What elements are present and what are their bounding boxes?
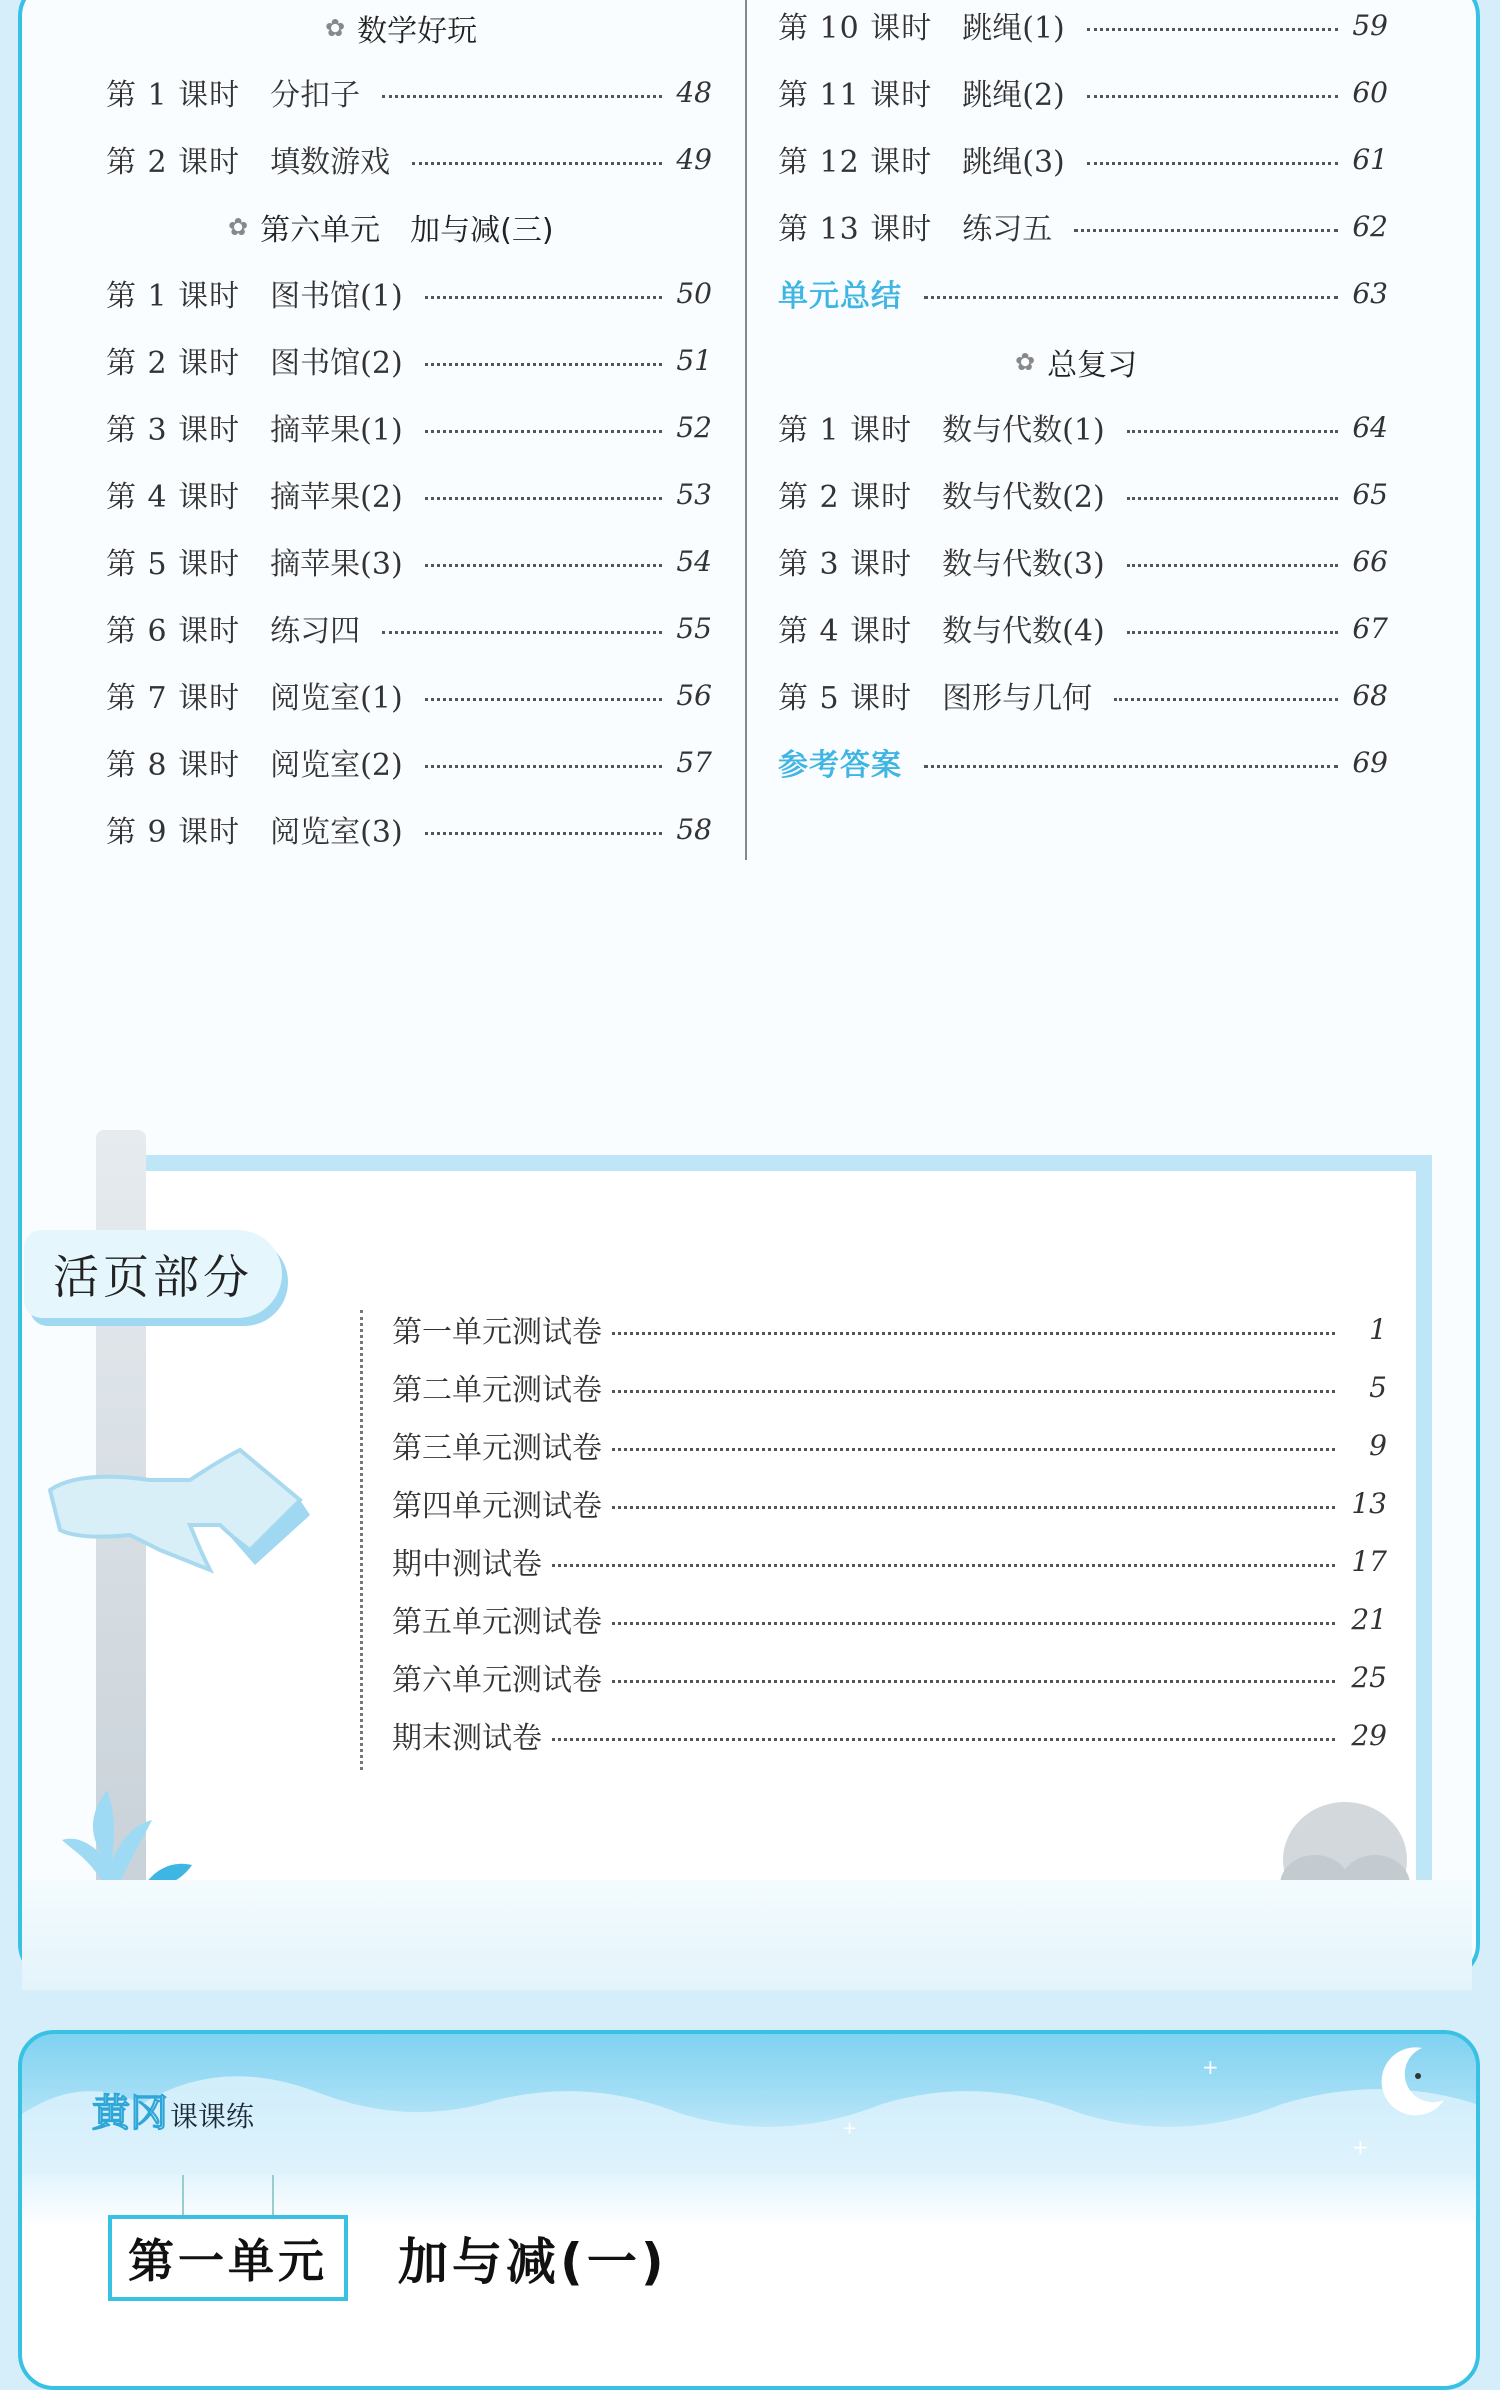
page-number: 55 bbox=[676, 611, 712, 645]
lesson-number: 第 4 课时 bbox=[778, 614, 913, 649]
lesson-number: 第 10 课时 bbox=[778, 11, 933, 46]
page-number: 68 bbox=[1352, 678, 1388, 712]
unit-label-box: 第一单元 bbox=[108, 2215, 348, 2301]
dot-leader bbox=[612, 1680, 1335, 1683]
toc-row[interactable] bbox=[778, 72, 1388, 112]
gear-icon: ✿ bbox=[228, 213, 249, 241]
lesson-number: 第 6 课时 bbox=[106, 614, 241, 649]
list-item[interactable] bbox=[392, 1307, 1387, 1351]
unit-summary-label: 单元总结 bbox=[778, 279, 902, 314]
lesson-number: 第 1 课时 bbox=[778, 413, 913, 448]
toc-row[interactable] bbox=[106, 340, 712, 380]
lesson-number: 第 4 课时 bbox=[106, 480, 241, 515]
lesson-number: 第 1 课时 bbox=[106, 279, 241, 314]
dot-leader bbox=[382, 631, 662, 634]
ground bbox=[22, 1880, 1472, 1990]
lesson-number: 第 7 课时 bbox=[106, 681, 241, 716]
section-title: 总复习 bbox=[1047, 348, 1138, 383]
toc-row[interactable] bbox=[106, 541, 712, 581]
page-number: 65 bbox=[1352, 477, 1388, 511]
dot-leader bbox=[425, 765, 662, 768]
toc-row[interactable] bbox=[106, 809, 712, 849]
list-item[interactable] bbox=[392, 1423, 1387, 1467]
toc-row[interactable] bbox=[106, 474, 712, 514]
page-number: 67 bbox=[1352, 611, 1388, 645]
lesson-title: 跳绳(2) bbox=[962, 78, 1065, 113]
page-number: 5 bbox=[1369, 1370, 1387, 1404]
dot-leader bbox=[552, 1738, 1335, 1741]
unit-summary-row[interactable] bbox=[778, 273, 1388, 313]
toc-row[interactable] bbox=[778, 206, 1388, 246]
dot-leader bbox=[425, 430, 662, 433]
page-number: 52 bbox=[676, 410, 712, 444]
lesson-number: 第 8 课时 bbox=[106, 748, 241, 783]
column-divider bbox=[745, 0, 747, 860]
toc-row[interactable] bbox=[106, 72, 712, 112]
page-number: 13 bbox=[1351, 1486, 1387, 1520]
toc-row[interactable] bbox=[106, 407, 712, 447]
lesson-title: 图书馆(2) bbox=[270, 346, 403, 381]
page-number: 58 bbox=[676, 812, 712, 846]
dot-leader bbox=[552, 1564, 1335, 1567]
dot-leader bbox=[1087, 28, 1338, 31]
toc-row[interactable] bbox=[778, 5, 1388, 45]
page-number: 61 bbox=[1352, 142, 1388, 176]
page-number: 60 bbox=[1352, 75, 1388, 109]
list-item[interactable] bbox=[392, 1713, 1387, 1757]
dot-leader bbox=[1074, 229, 1338, 232]
page-number: 64 bbox=[1352, 410, 1388, 444]
moon-icon bbox=[1372, 2040, 1452, 2120]
section-title: 数学好玩 bbox=[357, 14, 478, 49]
arrow-sign-icon bbox=[40, 1440, 340, 1590]
lesson-number: 第 9 课时 bbox=[106, 815, 241, 850]
lesson-title: 数与代数(4) bbox=[942, 614, 1105, 649]
answers-label: 参考答案 bbox=[778, 748, 902, 783]
gear-icon: ✿ bbox=[1015, 348, 1036, 376]
dot-leader bbox=[612, 1390, 1335, 1393]
dot-leader bbox=[425, 698, 662, 701]
lesson-title: 数与代数(3) bbox=[942, 547, 1105, 582]
toc-row[interactable] bbox=[778, 407, 1388, 447]
dot-leader bbox=[412, 162, 662, 165]
page-number: 49 bbox=[676, 142, 712, 176]
answers-row[interactable] bbox=[778, 742, 1388, 782]
section-review bbox=[1015, 340, 1137, 384]
page-number: 59 bbox=[1352, 8, 1388, 42]
page-number: 53 bbox=[676, 477, 712, 511]
page-number: 66 bbox=[1352, 544, 1388, 578]
test-title: 第三单元测试卷 bbox=[392, 1431, 602, 1466]
page-number: 69 bbox=[1352, 745, 1388, 779]
toc-row[interactable] bbox=[106, 139, 712, 179]
toc-row[interactable] bbox=[778, 608, 1388, 648]
list-item[interactable] bbox=[392, 1481, 1387, 1525]
lesson-title: 跳绳(1) bbox=[962, 11, 1065, 46]
section-unit6 bbox=[228, 205, 554, 249]
page-number: 9 bbox=[1369, 1428, 1387, 1462]
dot-leader bbox=[382, 95, 662, 98]
list-item[interactable] bbox=[392, 1365, 1387, 1409]
test-title: 第四单元测试卷 bbox=[392, 1489, 602, 1524]
lesson-number: 第 1 课时 bbox=[106, 78, 241, 113]
dot-leader bbox=[1127, 631, 1338, 634]
lesson-number: 第 2 课时 bbox=[106, 346, 241, 381]
page-number: 25 bbox=[1351, 1660, 1387, 1694]
lesson-title: 练习四 bbox=[270, 614, 361, 649]
test-title: 第六单元测试卷 bbox=[392, 1663, 602, 1698]
toc-row[interactable] bbox=[106, 742, 712, 782]
lesson-number: 第 2 课时 bbox=[106, 145, 241, 180]
section-title: 第六单元 加与减(三) bbox=[260, 213, 554, 248]
list-item[interactable] bbox=[392, 1655, 1387, 1699]
dot-leader bbox=[425, 832, 662, 835]
lesson-title: 摘苹果(1) bbox=[270, 413, 403, 448]
lesson-title: 阅览室(2) bbox=[270, 748, 403, 783]
list-rule bbox=[360, 1310, 363, 1770]
svg-text:+: + bbox=[842, 2118, 858, 2139]
dot-leader bbox=[1114, 698, 1338, 701]
page-number: 63 bbox=[1352, 276, 1388, 310]
page-number: 51 bbox=[676, 343, 712, 377]
page-number: 17 bbox=[1351, 1544, 1387, 1578]
svg-text:+: + bbox=[1352, 2135, 1369, 2159]
lesson-title: 数与代数(1) bbox=[942, 413, 1105, 448]
dot-leader bbox=[425, 497, 662, 500]
lesson-number: 第 3 课时 bbox=[778, 547, 913, 582]
lesson-title: 图形与几何 bbox=[942, 681, 1093, 716]
lesson-number: 第 13 课时 bbox=[778, 212, 933, 247]
page-number: 56 bbox=[676, 678, 712, 712]
list-item[interactable] bbox=[392, 1597, 1387, 1641]
brand-main: 黄冈 bbox=[92, 2091, 169, 2135]
lesson-title: 阅览室(3) bbox=[270, 815, 403, 850]
dot-leader bbox=[425, 363, 662, 366]
dot-leader bbox=[1087, 95, 1338, 98]
test-title: 第五单元测试卷 bbox=[392, 1605, 602, 1640]
unit-title: 加与减(一) bbox=[398, 2233, 668, 2291]
lesson-title: 摘苹果(3) bbox=[270, 547, 403, 582]
dot-leader bbox=[612, 1506, 1335, 1509]
dot-leader bbox=[1127, 497, 1338, 500]
page-number: 1 bbox=[1369, 1312, 1387, 1346]
test-title: 第二单元测试卷 bbox=[392, 1373, 602, 1408]
lesson-title: 练习五 bbox=[962, 212, 1053, 247]
lesson-number: 第 12 课时 bbox=[778, 145, 933, 180]
dot-leader bbox=[1127, 564, 1338, 567]
lesson-number: 第 5 课时 bbox=[778, 681, 913, 716]
lesson-number: 第 5 课时 bbox=[106, 547, 241, 582]
lesson-number: 第 3 课时 bbox=[106, 413, 241, 448]
page-number: 54 bbox=[676, 544, 712, 578]
test-title: 期中测试卷 bbox=[392, 1547, 542, 1582]
lesson-title: 跳绳(3) bbox=[962, 145, 1065, 180]
page-number: 21 bbox=[1351, 1602, 1387, 1636]
dot-leader bbox=[1087, 162, 1338, 165]
dot-leader bbox=[612, 1332, 1335, 1335]
loose-leaf-sign: 活页部分 bbox=[24, 1230, 282, 1318]
toc-row[interactable] bbox=[106, 273, 712, 313]
dot-leader bbox=[612, 1622, 1335, 1625]
gear-icon: ✿ bbox=[325, 14, 346, 42]
dot-leader bbox=[1127, 430, 1338, 433]
test-title: 第一单元测试卷 bbox=[392, 1315, 602, 1350]
lesson-title: 填数游戏 bbox=[270, 145, 391, 180]
list-item[interactable] bbox=[392, 1539, 1387, 1583]
lesson-title: 阅览室(1) bbox=[270, 681, 403, 716]
lesson-title: 分扣子 bbox=[270, 78, 361, 113]
brand-logo bbox=[92, 2082, 254, 2137]
toc-row[interactable] bbox=[778, 675, 1388, 715]
lesson-title: 图书馆(1) bbox=[270, 279, 403, 314]
page-number: 57 bbox=[676, 745, 712, 779]
svg-text:+: + bbox=[1202, 2055, 1219, 2079]
page-number: 29 bbox=[1351, 1718, 1387, 1752]
lesson-title: 摘苹果(2) bbox=[270, 480, 403, 515]
dot-leader bbox=[924, 765, 1338, 768]
toc-row[interactable] bbox=[106, 675, 712, 715]
lesson-number: 第 2 课时 bbox=[778, 480, 913, 515]
brand-sub: 课课练 bbox=[170, 2100, 255, 2133]
test-title: 期末测试卷 bbox=[392, 1721, 542, 1756]
lesson-number: 第 11 课时 bbox=[778, 78, 933, 113]
page-number: 62 bbox=[1352, 209, 1388, 243]
toc-row[interactable] bbox=[778, 541, 1388, 581]
page-number: 48 bbox=[676, 75, 712, 109]
toc-row[interactable] bbox=[778, 139, 1388, 179]
dot-leader bbox=[924, 296, 1338, 299]
dot-leader bbox=[612, 1448, 1335, 1451]
dot-leader bbox=[425, 296, 662, 299]
toc-row[interactable] bbox=[778, 474, 1388, 514]
toc-row[interactable] bbox=[106, 608, 712, 648]
dot-leader bbox=[425, 564, 662, 567]
page-number: 50 bbox=[676, 276, 712, 310]
lesson-title: 数与代数(2) bbox=[942, 480, 1105, 515]
section-math-fun bbox=[325, 6, 477, 50]
